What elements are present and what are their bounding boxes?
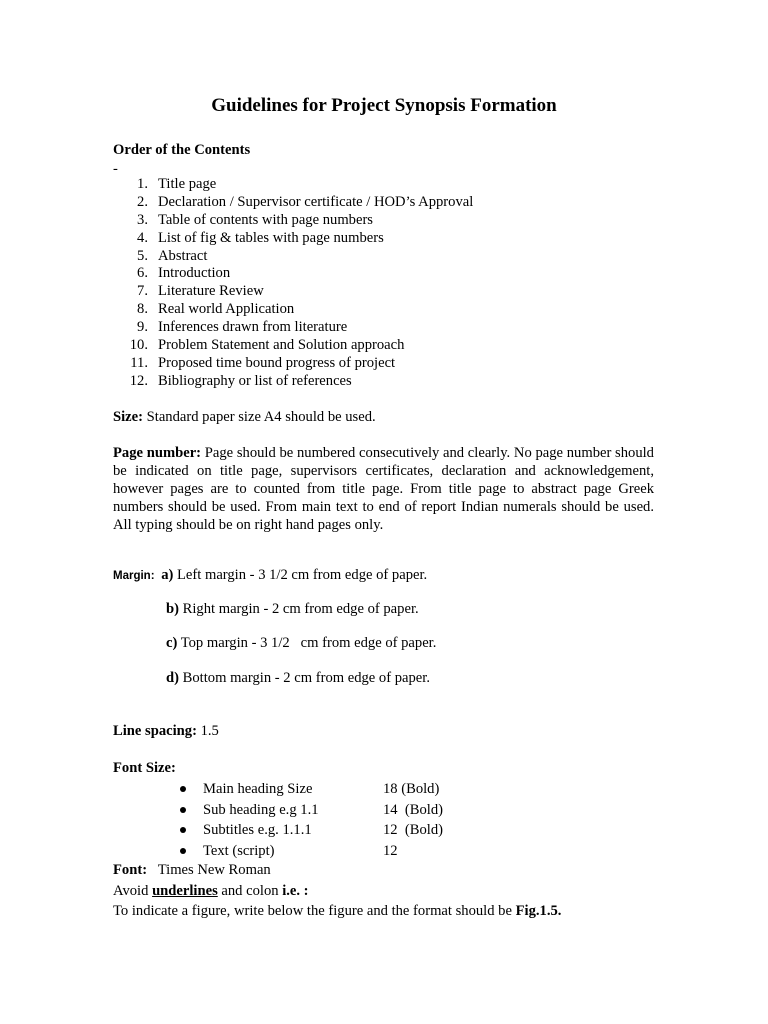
margin-line-d xyxy=(166,669,430,687)
avoid-line xyxy=(113,882,309,900)
font-line xyxy=(113,861,271,879)
font-size-label: Font Size: xyxy=(113,760,176,776)
margin-text-c: Top margin - 3 1/2 cm from edge of paper. xyxy=(177,635,437,651)
margin-text-a: Left margin - 3 1/2 cm from edge of paper. xyxy=(173,567,428,583)
list-item: Subtitles e.g. 1.1.1 12 (Bold) xyxy=(176,820,476,841)
size-text: Standard paper size A4 should be used. xyxy=(143,409,376,425)
margin-key-a: a) xyxy=(161,567,174,583)
page-number-label: Page number: xyxy=(113,445,202,461)
font-value: Times New Roman xyxy=(147,862,271,878)
document-page: Guidelines for Project Synopsis Formation Order of the Contents - 1. Title page 2. Declaration / Supervisor certificate / HOD’s Approval 3. Table of contents with page numbers 4. List of fig & tables with page numbers 5. Abstract 6. Introduction 7. Literature Review 8. Real world Application 9. Inferences drawn from literature 10. Problem Statement and Solution approach 11. Proposed time bound progress of project 12. Bibliography or list of references Size: Standard paper size A4 should be used. Page number: Page should be numbered consecutively and clearly. No page number should be indicated on title page, supervisors certificates, declaration and acknowledgement, however pages are to counted from title page. From title page to abstract page Greek numbers should be used. From main text to end of report Indian numerals should be used. All typing should be on right hand pages only. Margin: a) Left margin - 3 1/2 cm from edge of paper. b) Right margin - 2 cm from edge of paper. c) Top margin - 3 1/2 cm from edge of paper. d) Bottom margin - 2 cm from edge of paper. Line spacing: 1.5 Font Size: Main heading Size 18 (Bold) Sub heading e.g 1.1 14 (Bold) Subtitles e.g. 1.1.1 12 (Bold) Text (script) 12 Font: Times New Roman Avoid underlines and colon i.e. : To indicate a figure, write below the figure and the format should be Fig.1.5. xyxy=(0,0,768,1024)
figure-line xyxy=(113,902,561,920)
bullet-icon xyxy=(180,827,186,833)
size-label: Size: xyxy=(113,409,143,425)
avoid-ie: i.e. : xyxy=(282,883,309,899)
list-item: Text (script) 12 xyxy=(176,841,476,862)
bullet-icon xyxy=(180,786,186,792)
line-spacing-label: Line spacing: xyxy=(113,723,197,739)
list-item: Sub heading e.g 1.1 14 (Bold) xyxy=(176,800,476,821)
avoid-underlined: underlines xyxy=(152,883,218,899)
line-spacing-value: 1.5 xyxy=(196,723,219,739)
page-number-text: Page should be numbered consecutively and clearly. No page number should be indicated on title page, supervisors certificates, declaration and acknowledgement, however pages are to counted from title page. From title page to abstract page Greek numbers should be used. From main text to end of report Indian numerals should be used. All typing should be on right hand pages only. xyxy=(113,445,654,533)
font-size-list xyxy=(176,779,476,861)
margin-key-d: d) xyxy=(166,670,179,686)
font-label: Font: xyxy=(113,862,148,878)
figure-text: To indicate a figure, write below the figure and the format should be xyxy=(113,903,516,919)
avoid-middle: and colon xyxy=(217,883,283,899)
list-item: Main heading Size 18 (Bold) xyxy=(176,779,476,800)
order-heading: Order of the Contents xyxy=(113,142,251,158)
page-number-paragraph xyxy=(113,444,654,534)
margin-line-b xyxy=(166,600,419,618)
bullet-icon xyxy=(180,848,186,854)
margin-key-b: b) xyxy=(166,601,179,617)
line-spacing-line xyxy=(113,722,219,740)
dash-mark: - xyxy=(113,161,118,177)
margin-label: Margin: xyxy=(113,570,155,582)
margin-line-c xyxy=(166,634,436,652)
margin-key-c: c) xyxy=(166,635,178,651)
margin-line-a xyxy=(113,566,427,585)
document-title: Guidelines for Project Synopsis Formation xyxy=(211,95,557,116)
figure-format: Fig.1.5. xyxy=(515,903,562,919)
margin-text-d: Bottom margin - 2 cm from edge of paper. xyxy=(178,670,430,686)
size-line xyxy=(113,408,376,426)
margin-text-b: Right margin - 2 cm from edge of paper. xyxy=(178,601,419,617)
bullet-icon xyxy=(180,807,186,813)
avoid-prefix: Avoid xyxy=(113,883,153,899)
